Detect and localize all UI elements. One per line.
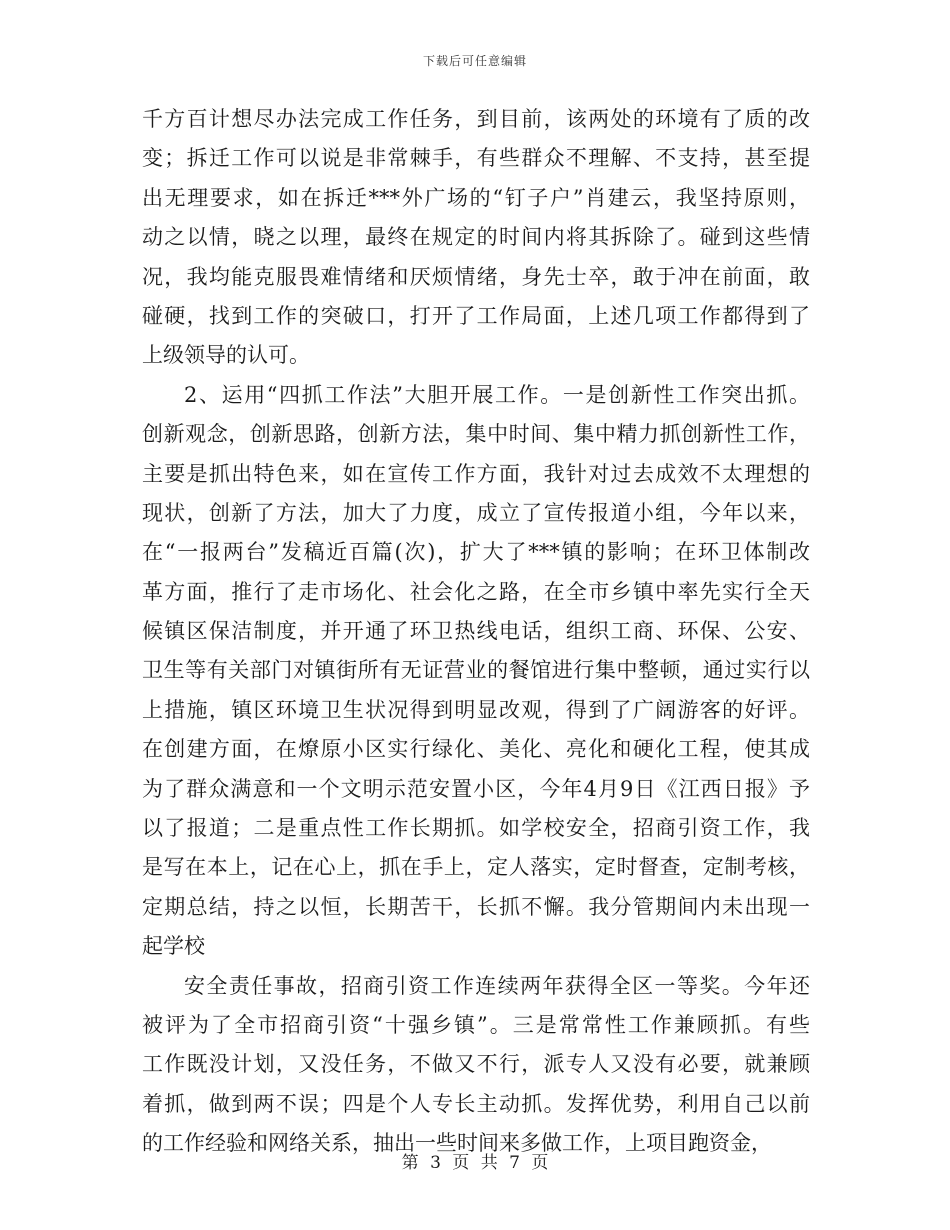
- paragraph-2: [142, 376, 810, 967]
- text-line: 以了报道；二是重点性工作长期抓。如学校安全，招商引资工作，我: [142, 816, 810, 841]
- text-line: 候镇区保洁制度，并开通了环卫热线电话，组织工商、环保、公安、: [142, 619, 810, 644]
- text-line: 被评为了全市招商引资“十强乡镇”。三是常常性工作兼顾抓。有些: [142, 1012, 810, 1037]
- paragraph-3: [142, 967, 810, 1164]
- text-line: 碰硬，找到工作的突破口，打开了工作局面，上述几项工作都得到了: [142, 303, 810, 328]
- document-body: [142, 100, 810, 1164]
- text-line: 创新观念，创新思路，创新方法，集中时间、集中精力抓创新性工作，: [142, 422, 810, 447]
- text-line: 变；拆迁工作可以说是非常棘手，有些群众不理解、不支持，甚至提: [142, 146, 810, 171]
- text-line: 现状，创新了方法，加大了力度，成立了宣传报道小组，今年以来，: [142, 500, 810, 525]
- text-line: 卫生等有关部门对镇街所有无证营业的餐馆进行集中整顿，通过实行以: [142, 658, 810, 683]
- paragraph-1: [142, 100, 810, 376]
- text-line: 上级领导的认可。: [142, 343, 310, 368]
- text-line: 为了群众满意和一个文明示范安置小区，今年4月9日《江西日报》予: [142, 776, 810, 801]
- text-line: 千方百计想尽办法完成工作任务，到目前，该两处的环境有了质的改: [142, 107, 810, 131]
- text-line: 起学校: [142, 934, 205, 959]
- text-line: 主要是抓出特色来，如在宣传工作方面，我针对过去成效不太理想的: [142, 461, 810, 486]
- text-line: 动之以情，晓之以理，最终在规定的时间内将其拆除了。碰到这些情: [142, 225, 810, 250]
- text-line: 革方面，推行了走市场化、社会化之路，在全市乡镇中率先实行全天: [142, 579, 810, 604]
- text-line: 是写在本上，记在心上，抓在手上，定人落实，定时督查，定制考核，: [142, 855, 810, 880]
- page-header-note: 下载后可任意编辑: [422, 54, 527, 68]
- text-line: 在创建方面，在燎原小区实行绿化、美化、亮化和硬化工程，使其成: [142, 737, 810, 762]
- text-line: 况，我均能克服畏难情绪和厌烦情绪，身先士卒，敢于冲在前面，敢: [142, 264, 810, 289]
- text-line: 安全责任事故，招商引资工作连续两年获得全区一等奖。今年还: [184, 973, 810, 998]
- text-line: 工作既没计划，又没任务，不做又不行，派专人又没有必要，就兼顾: [142, 1052, 810, 1077]
- text-line: 的工作经验和网络关系，抽出一些时间来多做工作，上项目跑资金，: [142, 1131, 772, 1156]
- page-number: 第 3 页 共 7 页: [401, 1153, 549, 1173]
- text-line: 上措施，镇区环境卫生状况得到明显改观，得到了广阔游客的好评。: [142, 697, 810, 722]
- text-line: 2、运用“四抓工作法”大胆开展工作。一是创新性工作突出抓。: [184, 382, 810, 407]
- text-line: 定期总结，持之以恒，长期苦干，长抓不懈。我分管期间内未出现一: [142, 894, 810, 919]
- text-line: 着抓，做到两不误；四是个人专长主动抓。发挥优势，利用自己以前: [142, 1091, 810, 1116]
- text-line: 在“一报两台”发稿近百篇(次)，扩大了***镇的影响；在环卫体制改: [142, 540, 810, 565]
- text-line: 出无理要求，如在拆迁***外广场的“钉子户”肖建云，我坚持原则，: [142, 185, 810, 210]
